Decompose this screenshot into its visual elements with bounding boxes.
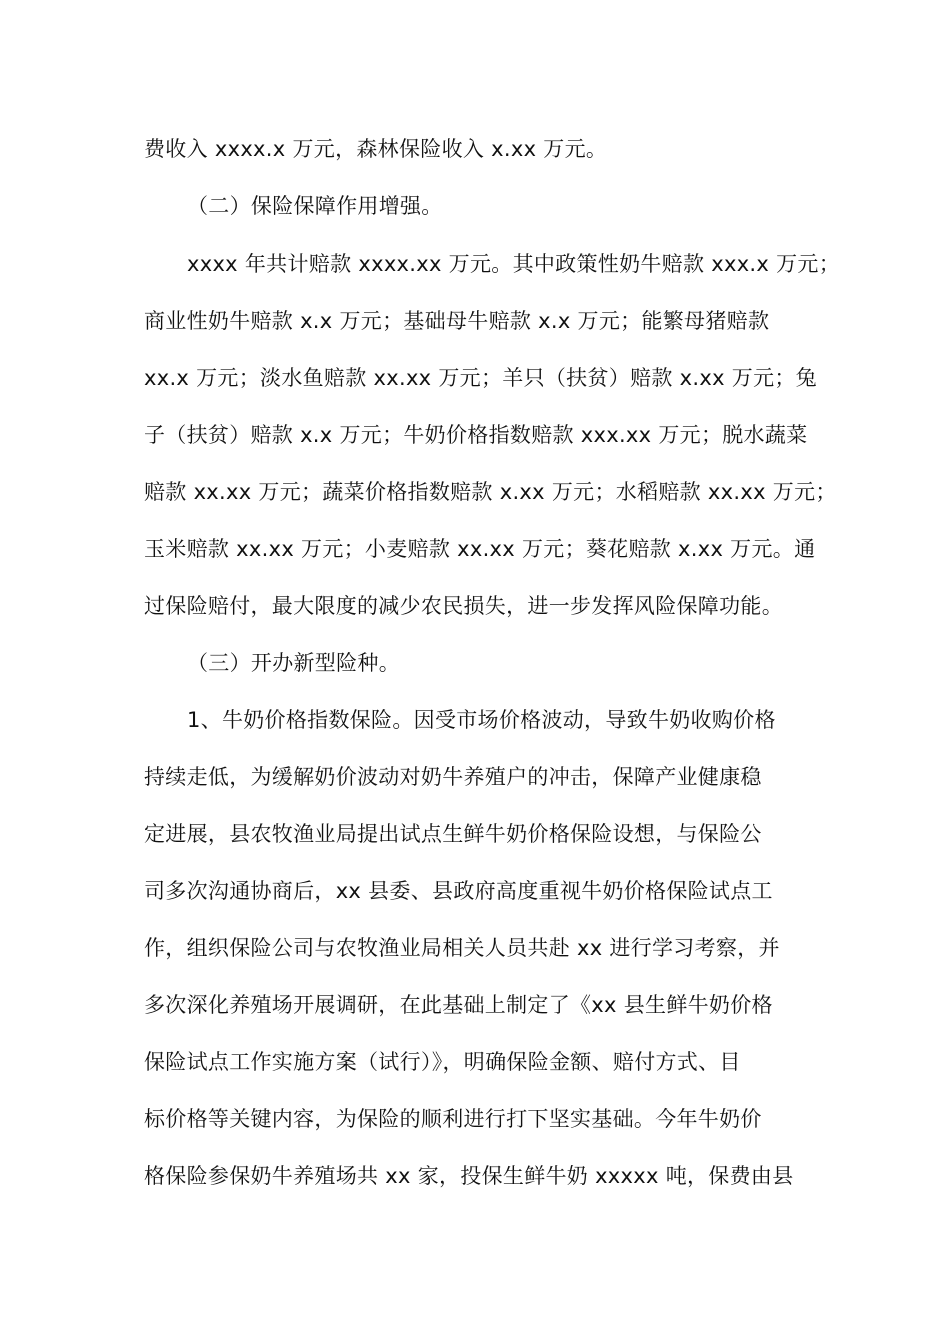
section-heading: （三）开办新型险种。 [187, 651, 400, 675]
text-line: 定进展，县农牧渔业局提出试点生鲜牛奶价格保险设想，与保险公 [144, 822, 762, 846]
text-line: 作，组织保险公司与农牧渔业局相关人员共赴 xx 进行学习考察，并 [144, 936, 780, 960]
text-line: 商业性奶牛赔款 x.x 万元；基础母牛赔款 x.x 万元；能繁母猪赔款 [144, 309, 770, 333]
text-line: 子（扶贫）赔款 x.x 万元；牛奶价格指数赔款 xxx.xx 万元；脱水蔬菜 [144, 423, 808, 447]
paragraph-first-line: 1、牛奶价格指数保险。因受市场价格波动，导致牛奶收购价格 [187, 708, 776, 732]
section-heading: （二）保险保障作用增强。 [187, 194, 443, 218]
text-line: 保险试点工作实施方案（试行）》，明确保险金额、赔付方式、目 [144, 1050, 741, 1074]
text-line: 多次深化养殖场开展调研，在此基础上制定了《xx 县生鲜牛奶价格 [144, 993, 773, 1017]
text-line: 费收入 xxxx.x 万元，森林保险收入 x.xx 万元。 [144, 137, 608, 161]
text-line: 持续走低，为缓解奶价波动对奶牛养殖户的冲击，保障产业健康稳 [144, 765, 762, 789]
text-line: 玉米赔款 xx.xx 万元；小麦赔款 xx.xx 万元；葵花赔款 x.xx 万元。通 [144, 537, 816, 561]
text-line: 赔款 xx.xx 万元；蔬菜价格指数赔款 x.xx 万元；水稻赔款 xx.xx 万元； [144, 480, 837, 504]
text-line: 标价格等关键内容，为保险的顺利进行打下坚实基础。今年牛奶价 [144, 1107, 762, 1131]
text-line: xx.x 万元；淡水鱼赔款 xx.xx 万元；羊只（扶贫）赔款 x.xx 万元；兔 [144, 366, 817, 390]
text-line: 过保险赔付，最大限度的减少农民损失，进一步发挥风险保障功能。 [144, 594, 783, 618]
paragraph-first-line: xxxx 年共计赔款 xxxx.xx 万元。其中政策性奶牛赔款 xxx.x 万元； [187, 252, 841, 276]
text-line: 格保险参保奶牛养殖场共 xx 家，投保生鲜牛奶 xxxxx 吨，保费由县 [144, 1164, 794, 1188]
text-line: 司多次沟通协商后，xx 县委、县政府高度重视牛奶价格保险试点工 [144, 879, 773, 903]
